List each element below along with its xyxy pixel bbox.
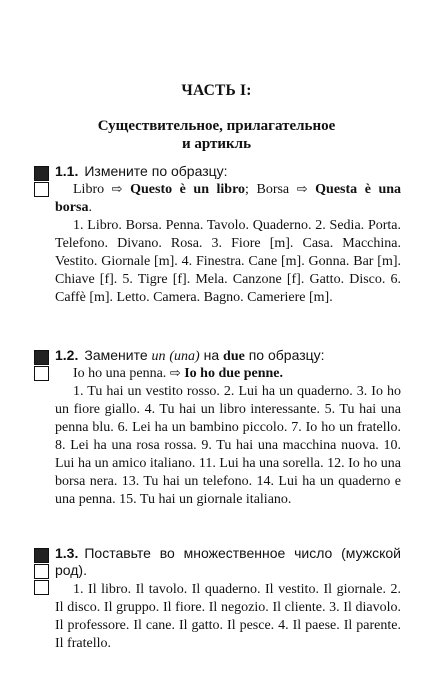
arrow-right-icon: ⇨ xyxy=(169,366,181,381)
exercise-model xyxy=(55,365,401,383)
instruction-part: Замените xyxy=(84,347,148,363)
exercise-header xyxy=(55,545,401,579)
model-result: Io ho due penne. xyxy=(184,366,284,381)
model-word: Borsa xyxy=(256,182,290,197)
model-word: Io ho una penna. xyxy=(73,366,167,381)
section-title-line-2: и артикль xyxy=(181,136,252,152)
exercise-body xyxy=(55,181,401,307)
exercise-header xyxy=(55,163,401,180)
progress-box-empty-icon xyxy=(34,580,49,595)
model-word: Libro xyxy=(73,182,105,197)
arrow-right-icon: ⇨ xyxy=(296,182,308,197)
exercise-text: 1. Libro. Borsa. Penna. Tavolo. Quaderno. 2. Sedia. Porta. Telefono. Divano. Rosa. 3. Fiore [m]. Casa. Macchina. Vestito. Giornale [m]. 4. Finestra. Cane [m]. Gonna. Bar [m]. Chiave [f]. 5. Tigre [f]. Mela. Canzone [f]. Gatto. Disco. 6. Caffè [m]. Letto. Camera. Bagno. Cameriere [m]. xyxy=(55,218,401,305)
exercise-body xyxy=(55,365,401,509)
exercise-instruction: Поставьте во множественное число (мужской род). xyxy=(55,545,401,578)
model-separator: ; xyxy=(245,182,249,197)
part-title: ЧАСТЬ I: xyxy=(181,82,252,99)
arrow-right-icon: ⇨ xyxy=(111,182,123,197)
exercise-number: 1.2. xyxy=(55,347,79,363)
exercise-checkboxes xyxy=(34,548,49,596)
instruction-part: по образцу: xyxy=(248,347,325,363)
section-title-line-1: Существительное, прилагательное xyxy=(97,118,336,134)
progress-box-empty-icon xyxy=(34,182,49,197)
progress-box-filled-icon xyxy=(34,548,49,563)
section-title xyxy=(60,117,373,153)
progress-box-empty-icon xyxy=(34,564,49,579)
progress-box-filled-icon xyxy=(34,166,49,181)
exercise-instruction: Измените по образцу: xyxy=(84,163,228,179)
exercise-checkboxes xyxy=(34,350,49,382)
instruction-bold: due xyxy=(223,349,245,364)
exercise-number: 1.3. xyxy=(55,545,79,561)
model-end: . xyxy=(88,200,92,215)
instruction-part: на xyxy=(203,347,220,363)
exercise-header xyxy=(55,347,401,365)
exercise-number: 1.1. xyxy=(55,163,79,179)
progress-box-filled-icon xyxy=(34,350,49,365)
exercise-checkboxes xyxy=(34,166,49,198)
exercise-text: 1. Il libro. Il tavolo. Il quaderno. Il vestito. Il giornale. 2. Il disco. Il gruppo. Il fiore. Il negozio. Il cliente. 3. Il diavolo. Il professore. Il cane. Il gatto. Il pesce. 4. Il paese. Il parente. Il fratello. xyxy=(55,582,401,651)
instruction-italic: (una) xyxy=(169,349,200,364)
exercise-text: 1. Tu hai un vestito rosso. 2. Lui ha un quaderno. 3. Io ho un fiore giallo. 4. Tu hai un libro interessante. 5. Tu hai una penna blu. 6. Lei ha un bambino piccolo. 7. Io ho un fratello. 8. Lei ha una rosa rossa. 9. Tu hai una macchina nuova. 10. Lui ha un amico italiano. 11. Lui ha una sorella. 12. Io ho una borsa nera. 13. Tu hai un telefono. 14. Lui ha un quaderno e una penna. 15. Tu hai un giornale italiano. xyxy=(55,384,401,507)
progress-box-empty-icon xyxy=(34,366,49,381)
exercise-body xyxy=(55,581,401,653)
model-result: Questo è un libro xyxy=(130,182,246,197)
model-result: Questa è una borsa xyxy=(55,182,402,215)
instruction-italic: un xyxy=(151,349,166,364)
exercise-model xyxy=(55,181,401,217)
